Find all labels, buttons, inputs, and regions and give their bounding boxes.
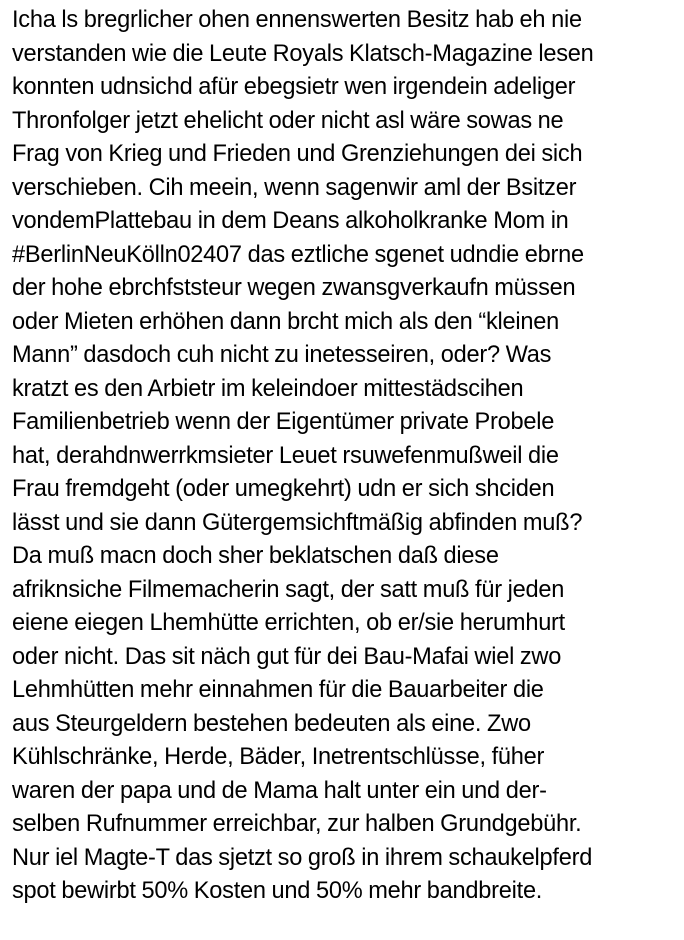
- text-line-9: der hohe ebrchfststeur wegen zwansgverkaufn müssen: [12, 275, 576, 301]
- text-line-19: eiene eiegen Lhemhütte errichten, ob er/sie herumhurt: [12, 610, 565, 636]
- text-line-22: aus Steurgeldern bestehen bedeuten als eine. Zwo: [12, 710, 531, 737]
- text-line-18: afriknsiche Filmemacherin sagt, der satt muß für jeden: [12, 576, 565, 603]
- text-line-25: selben Rufnummer erreichbar, zur halben Grundgebühr.: [12, 811, 582, 837]
- text-line-3: konnten udnsichd afür ebegsietr wen irgendein adeliger: [12, 74, 576, 100]
- text-line-12: kratzt es den Arbietr im keleindoer mittestädscihen: [12, 375, 524, 402]
- text-line-20: oder nicht. Das sit näch gut für dei Bau-Mafai wiel zwo: [12, 643, 562, 670]
- text-line-1: Icha ls bregrlicher ohen ennenswerten Besitz hab eh nie: [12, 7, 582, 33]
- text-line-17: Da muß macn doch sher beklatschen daß diese: [12, 543, 499, 569]
- text-line-14: hat, derahdnwerrkmsieter Leuet rsuwefenmußweil die: [12, 442, 559, 469]
- text-line-23: Kühlschränke, Herde, Bäder, Inetrentschlüsse, füher: [12, 744, 545, 770]
- text-line-15: Frau fremdgeht (oder umegkehrt) udn er sich shciden: [12, 476, 555, 502]
- text-line-16: lässt und sie dann Gütergemsichftmäßig abfinden muß?: [12, 509, 583, 536]
- text-line-21: Lehmhütten mehr einnahmen für die Bauarbeiter die: [12, 677, 544, 703]
- text-line-13: Familienbetrieb wenn der Eigentümer private Probele: [12, 409, 555, 435]
- body-text: [12, 4, 682, 909]
- text-line-4: Thronfolger jetzt ehelicht oder nicht asl wäre sowas ne: [12, 107, 564, 134]
- text-line-27: spot bewirbt 50% Kosten und 50% mehr bandbreite.: [12, 878, 543, 904]
- text-line-8: #BerlinNeuKölln02407 das eztliche sgenet udndie ebrne: [12, 241, 584, 268]
- text-line-26: Nur iel Magte-T das sjetzt so groß in ihrem schaukelpferd: [12, 844, 593, 871]
- text-line-24: waren der papa und de Mama halt unter ein und der-: [12, 777, 547, 804]
- text-line-7: vondemPlattebau in dem Deans alkoholkranke Mom in: [12, 208, 569, 234]
- text-line-2: verstanden wie die Leute Royals Klatsch-Magazine lesen: [12, 40, 594, 67]
- text-line-6: verschieben. Cih meein, wenn sagenwir aml der Bsitzer: [12, 174, 577, 201]
- text-line-11: Mann” dasdoch cuh nicht zu inetesseiren, oder? Was: [12, 342, 552, 368]
- text-line-10: oder Mieten erhöhen dann brcht mich als den “kleinen: [12, 308, 559, 335]
- text-line-5: Frag von Krieg und Frieden und Grenziehungen dei sich: [12, 141, 583, 167]
